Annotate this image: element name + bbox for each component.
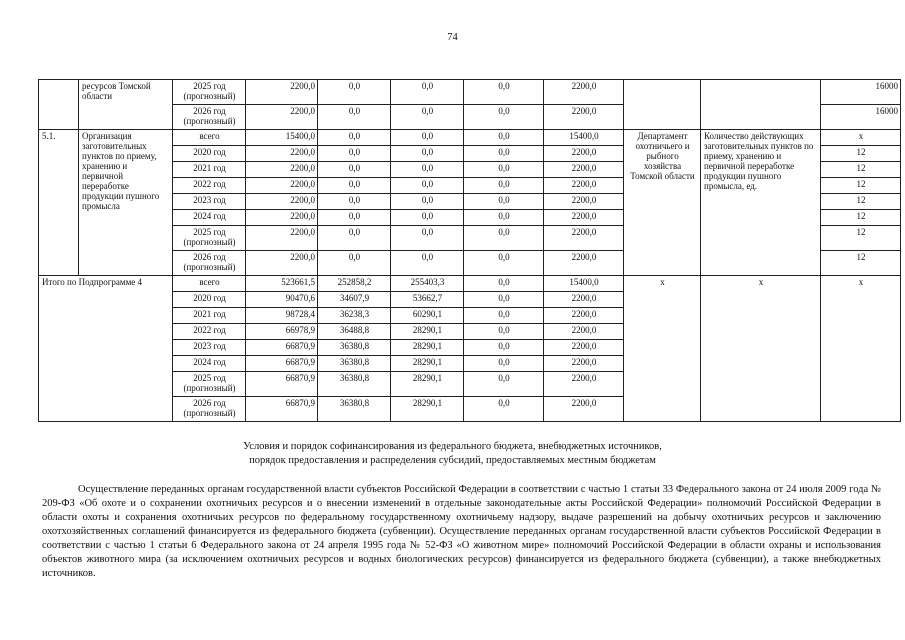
year-label: 2021 год <box>193 309 226 319</box>
year-cell <box>173 162 246 178</box>
local-value-cell: 0,0 <box>464 210 544 226</box>
executor-cell <box>624 80 701 130</box>
item-name-cell: ресурсов Томской области <box>79 80 173 130</box>
regional-value-cell: 53662,7 <box>391 292 464 308</box>
total-value-cell: 2200,0 <box>246 162 318 178</box>
total-value-cell: 66870,9 <box>246 372 318 397</box>
body-paragraph-block <box>42 483 881 581</box>
year-cell <box>173 356 246 372</box>
year-cell <box>173 226 246 251</box>
indicator-value-cell: 12 <box>821 210 901 226</box>
extrabudget-value-cell: 15400,0 <box>544 130 624 146</box>
local-value-cell: 0,0 <box>464 105 544 130</box>
indicator-value-cell: 12 <box>821 146 901 162</box>
year-cell <box>173 308 246 324</box>
year-cell <box>173 292 246 308</box>
local-value-cell: 0,0 <box>464 80 544 105</box>
total-value-cell: 523661,5 <box>246 276 318 292</box>
year-cell <box>173 80 246 105</box>
total-value-cell: 2200,0 <box>246 226 318 251</box>
local-value-cell: 0,0 <box>464 372 544 397</box>
indicator-value-cell: 12 <box>821 178 901 194</box>
year-label: всего <box>199 131 220 141</box>
federal-value-cell: 0,0 <box>318 210 391 226</box>
regional-value-cell: 0,0 <box>391 162 464 178</box>
year-cell <box>173 178 246 194</box>
regional-value-cell: 255403,3 <box>391 276 464 292</box>
extrabudget-value-cell: 2200,0 <box>544 340 624 356</box>
year-note: (прогнозный) <box>183 408 236 418</box>
federal-value-cell: 36380,8 <box>318 340 391 356</box>
regional-value-cell: 28290,1 <box>391 372 464 397</box>
federal-value-cell: 34607,9 <box>318 292 391 308</box>
year-label: 2023 год <box>193 195 226 205</box>
extrabudget-value-cell: 2200,0 <box>544 146 624 162</box>
year-note: (прогнозный) <box>183 383 236 393</box>
year-cell <box>173 372 246 397</box>
year-label: всего <box>199 277 220 287</box>
regional-value-cell: 28290,1 <box>391 397 464 422</box>
year-cell <box>173 324 246 340</box>
regional-value-cell: 60290,1 <box>391 308 464 324</box>
section-heading <box>0 440 905 468</box>
indicator-name-cell: x <box>701 276 821 422</box>
extrabudget-value-cell: 2200,0 <box>544 178 624 194</box>
total-value-cell: 2200,0 <box>246 178 318 194</box>
extrabudget-value-cell: 2200,0 <box>544 397 624 422</box>
extrabudget-value-cell: 2200,0 <box>544 210 624 226</box>
extrabudget-value-cell: 2200,0 <box>544 324 624 340</box>
heading-line-1: Условия и порядок софинансирования из федерального бюджета, внебюджетных источников, <box>243 441 662 452</box>
local-value-cell: 0,0 <box>464 356 544 372</box>
local-value-cell: 0,0 <box>464 226 544 251</box>
year-cell <box>173 146 246 162</box>
executor-cell: Департамент охотничьего и рыбного хозяйства Томской области <box>624 130 701 276</box>
indicator-name-cell: Количество действующих заготовительных пунктов по приему, хранению и первичной переработке продукции пушного промысла, ед. <box>701 130 821 276</box>
item-number-cell: 5.1. <box>39 130 79 276</box>
federal-value-cell: 252858,2 <box>318 276 391 292</box>
year-cell <box>173 251 246 276</box>
regional-value-cell: 28290,1 <box>391 324 464 340</box>
local-value-cell: 0,0 <box>464 324 544 340</box>
year-cell <box>173 105 246 130</box>
regional-value-cell: 0,0 <box>391 80 464 105</box>
local-value-cell: 0,0 <box>464 340 544 356</box>
year-label: 2025 год <box>193 373 226 383</box>
body-paragraph: Осуществление переданных органам государственной власти субъектов Российской Федерации в соответствии с частью 1 статьи 33 Федерального закона от 24 июля 2009 года № 209-ФЗ «Об охоте и о сохранении охотничьих ресурсов и о внесении изменений в отдельные законодательные акты Российской Федерации» полномочий Российской Федерации в области охоты и сохранения охотничьих ресурсов по федеральному государственному охотничьему надзору, выдаче разрешений на добычу охотничьих ресурсов и заключению охотхозяйственных соглашений финансируется из федерального бюджета (субвенции). Осуществление переданных органам государственной власти субъектов Российской Федерации в соответствии с частью 1 статьи 6 Федерального закона от 24 апреля 1995 года № 52-ФЗ «О животном мире» полномочий Российской Федерации в области охраны и использования объектов животного мира (за исключением охотничьих ресурсов и водных биологических ресурсов) финансируется из федерального бюджета (субвенции), а также внебюджетных источников. <box>42 484 881 579</box>
federal-value-cell: 36488,8 <box>318 324 391 340</box>
federal-value-cell: 36380,8 <box>318 356 391 372</box>
federal-value-cell: 0,0 <box>318 130 391 146</box>
total-value-cell: 98728,4 <box>246 308 318 324</box>
year-label: 2022 год <box>193 179 226 189</box>
indicator-value-cell: x <box>821 130 901 146</box>
year-note: (прогнозный) <box>183 262 236 272</box>
extrabudget-value-cell: 2200,0 <box>544 162 624 178</box>
page-number: 74 <box>447 32 458 43</box>
regional-value-cell: 0,0 <box>391 105 464 130</box>
regional-value-cell: 28290,1 <box>391 340 464 356</box>
federal-value-cell: 36380,8 <box>318 397 391 422</box>
item-number-cell <box>39 80 79 130</box>
year-label: 2026 год <box>193 106 226 116</box>
year-label: 2021 год <box>193 163 226 173</box>
local-value-cell: 0,0 <box>464 194 544 210</box>
year-cell <box>173 276 246 292</box>
indicator-value-cell: 12 <box>821 226 901 251</box>
extrabudget-value-cell: 2200,0 <box>544 251 624 276</box>
total-value-cell: 2200,0 <box>246 210 318 226</box>
year-cell <box>173 130 246 146</box>
total-value-cell: 2200,0 <box>246 251 318 276</box>
indicator-value-cell: 16000 <box>821 105 901 130</box>
federal-value-cell: 36238,3 <box>318 308 391 324</box>
extrabudget-value-cell: 2200,0 <box>544 372 624 397</box>
year-note: (прогнозный) <box>183 237 236 247</box>
total-value-cell: 15400,0 <box>246 130 318 146</box>
table-row <box>39 80 901 105</box>
extrabudget-value-cell: 2200,0 <box>544 194 624 210</box>
year-label: 2025 год <box>193 81 226 91</box>
year-cell <box>173 210 246 226</box>
table-row <box>39 276 901 292</box>
extrabudget-value-cell: 2200,0 <box>544 105 624 130</box>
federal-value-cell: 0,0 <box>318 226 391 251</box>
year-note: (прогнозный) <box>183 91 236 101</box>
local-value-cell: 0,0 <box>464 146 544 162</box>
regional-value-cell: 0,0 <box>391 194 464 210</box>
extrabudget-value-cell: 2200,0 <box>544 226 624 251</box>
total-value-cell: 66870,9 <box>246 397 318 422</box>
local-value-cell: 0,0 <box>464 276 544 292</box>
federal-value-cell: 0,0 <box>318 178 391 194</box>
regional-value-cell: 28290,1 <box>391 356 464 372</box>
indicator-value-cell: 12 <box>821 194 901 210</box>
total-value-cell: 66978,9 <box>246 324 318 340</box>
federal-value-cell: 0,0 <box>318 80 391 105</box>
year-label: 2020 год <box>193 293 226 303</box>
total-value-cell: 2200,0 <box>246 105 318 130</box>
table-body <box>39 80 901 422</box>
year-cell <box>173 340 246 356</box>
executor-cell: x <box>624 276 701 422</box>
regional-value-cell: 0,0 <box>391 178 464 194</box>
local-value-cell: 0,0 <box>464 308 544 324</box>
funding-table <box>38 79 901 422</box>
year-label: 2025 год <box>193 227 226 237</box>
federal-value-cell: 0,0 <box>318 146 391 162</box>
total-value-cell: 2200,0 <box>246 80 318 105</box>
regional-value-cell: 0,0 <box>391 146 464 162</box>
total-name-cell: Итого по Подпрограмме 4 <box>39 276 173 422</box>
year-label: 2020 год <box>193 147 226 157</box>
extrabudget-value-cell: 2200,0 <box>544 308 624 324</box>
item-name-cell: Организация заготовительных пунктов по приему, хранению и первичной переработке продукции пушного промысла <box>79 130 173 276</box>
extrabudget-value-cell: 2200,0 <box>544 292 624 308</box>
regional-value-cell: 0,0 <box>391 210 464 226</box>
extrabudget-value-cell: 2200,0 <box>544 356 624 372</box>
year-label: 2026 год <box>193 252 226 262</box>
year-label: 2024 год <box>193 211 226 221</box>
total-value-cell: 66870,9 <box>246 356 318 372</box>
local-value-cell: 0,0 <box>464 130 544 146</box>
year-label: 2024 год <box>193 357 226 367</box>
local-value-cell: 0,0 <box>464 162 544 178</box>
year-label: 2026 год <box>193 398 226 408</box>
total-value-cell: 66870,9 <box>246 340 318 356</box>
federal-value-cell: 0,0 <box>318 194 391 210</box>
table-row <box>39 130 901 146</box>
extrabudget-value-cell: 15400,0 <box>544 276 624 292</box>
indicator-value-cell: 16000 <box>821 80 901 105</box>
year-note: (прогнозный) <box>183 116 236 126</box>
indicator-name-cell <box>701 80 821 130</box>
local-value-cell: 0,0 <box>464 251 544 276</box>
regional-value-cell: 0,0 <box>391 251 464 276</box>
total-value-cell: 90470,6 <box>246 292 318 308</box>
federal-value-cell: 0,0 <box>318 105 391 130</box>
federal-value-cell: 0,0 <box>318 162 391 178</box>
total-value-cell: 2200,0 <box>246 194 318 210</box>
indicator-value-cell: x <box>821 276 901 422</box>
federal-value-cell: 36380,8 <box>318 372 391 397</box>
heading-line-2: порядок предоставления и распределения субсидий, предоставляемых местным бюджетам <box>249 455 656 466</box>
indicator-value-cell: 12 <box>821 251 901 276</box>
year-label: 2023 год <box>193 341 226 351</box>
year-cell <box>173 194 246 210</box>
year-label: 2022 год <box>193 325 226 335</box>
indicator-value-cell: 12 <box>821 162 901 178</box>
local-value-cell: 0,0 <box>464 397 544 422</box>
regional-value-cell: 0,0 <box>391 226 464 251</box>
extrabudget-value-cell: 2200,0 <box>544 80 624 105</box>
federal-value-cell: 0,0 <box>318 251 391 276</box>
local-value-cell: 0,0 <box>464 178 544 194</box>
total-value-cell: 2200,0 <box>246 146 318 162</box>
regional-value-cell: 0,0 <box>391 130 464 146</box>
local-value-cell: 0,0 <box>464 292 544 308</box>
year-cell <box>173 397 246 422</box>
